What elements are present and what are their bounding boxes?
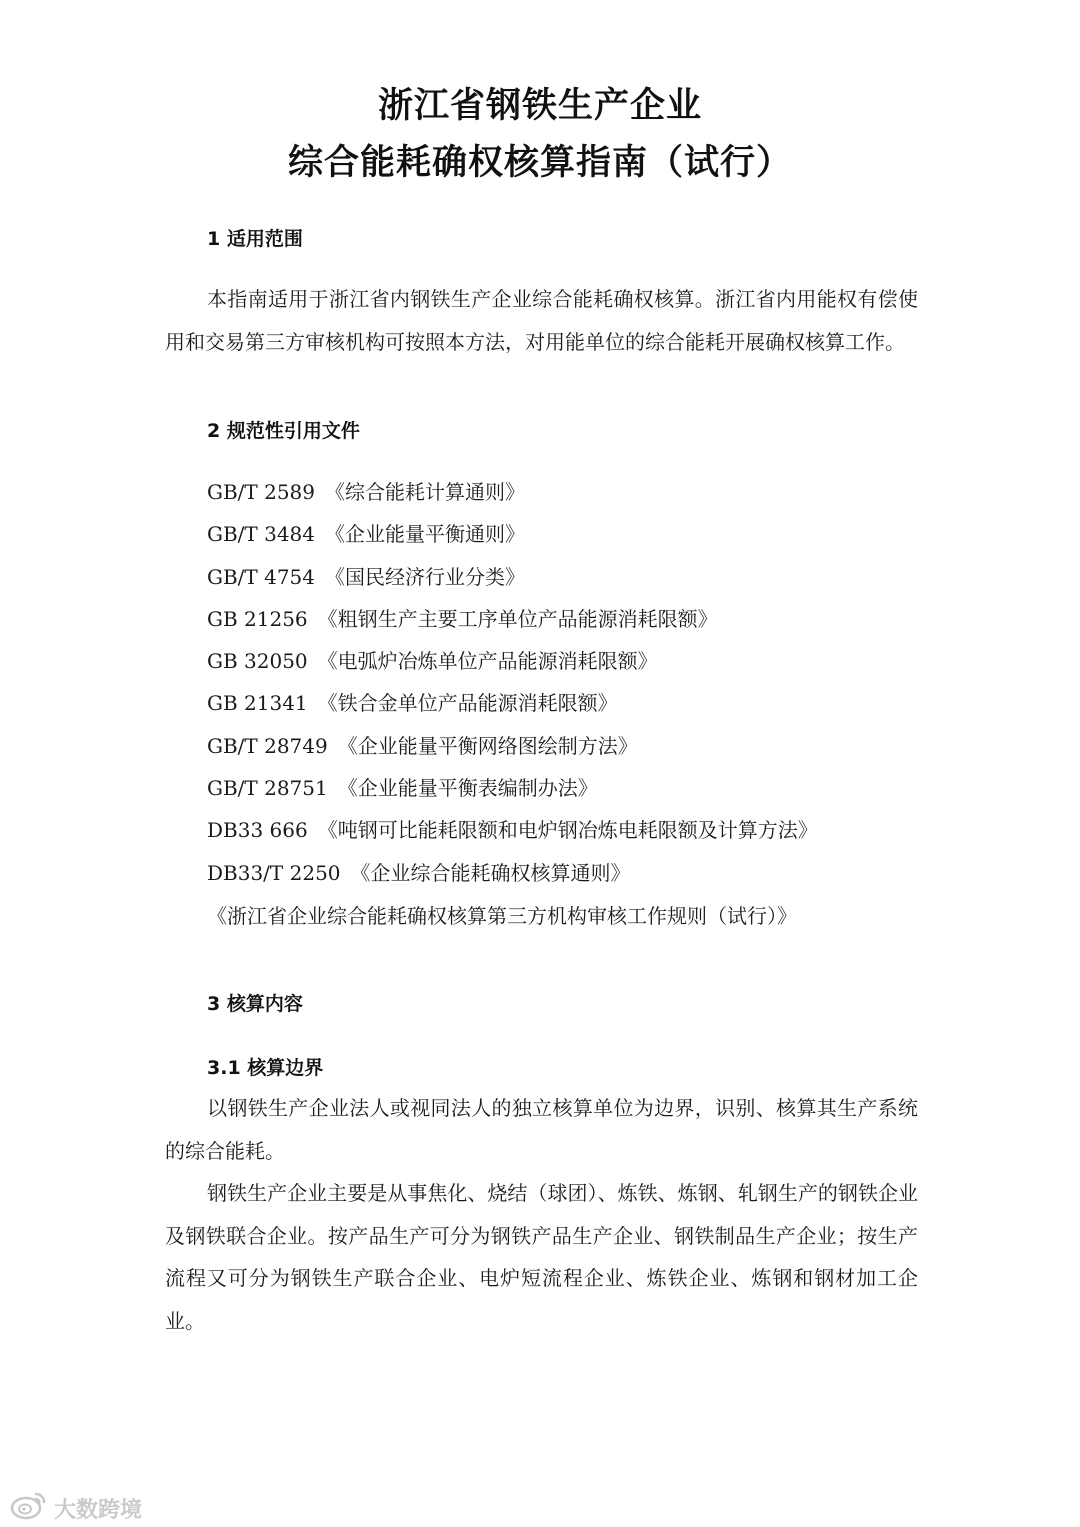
reference-title: 《企业能量平衡通则》 bbox=[325, 522, 526, 547]
reference-code: DB33/T 2250 bbox=[207, 860, 341, 885]
reference-title: 《铁合金单位产品能源消耗限额》 bbox=[317, 691, 618, 716]
watermark bbox=[10, 1490, 142, 1526]
reference-item-plain: 《浙江省企业综合能耗确权核算第三方机构审核工作规则（试行）》 bbox=[207, 904, 797, 928]
section-1-paragraph: 本指南适用于浙江省内钢铁生产企业综合能耗确权核算。浙江省内用能权有偿使用和交易第三方审核机构可按照本方法，对用能单位的综合能耗开展确权核算工作。 bbox=[165, 287, 918, 354]
section-1-heading: 1 适用范围 bbox=[207, 228, 303, 250]
section-3-1-heading: 3.1 核算边界 bbox=[207, 1057, 324, 1079]
reference-item bbox=[207, 767, 818, 809]
reference-title: 《企业综合能耗确权核算通则》 bbox=[350, 860, 631, 885]
reference-code: GB/T 28751 bbox=[207, 776, 328, 801]
reference-item bbox=[207, 682, 818, 724]
document-title-line1: 浙江省钢铁生产企业 bbox=[377, 86, 702, 126]
reference-item bbox=[207, 809, 818, 851]
reference-code: GB/T 4754 bbox=[207, 564, 316, 589]
reference-list bbox=[207, 471, 818, 894]
reference-code: GB 21256 bbox=[207, 606, 308, 631]
reference-item bbox=[207, 852, 818, 894]
section-3-1-paragraph-2: 钢铁生产企业主要是从事焦化、烧结（球团）、炼铁、炼钢、轧钢生产的钢铁企业及钢铁联合企业。按产品生产可分为钢铁产品生产企业、钢铁制品生产企业；按生产流程又可分为钢铁生产联合企业、电炉短流程企业、炼铁企业、炼钢和钢材加工企业。 bbox=[165, 1181, 918, 1333]
reference-title: 《电弧炉冶炼单位产品能源消耗限额》 bbox=[317, 649, 658, 674]
reference-code: GB/T 28749 bbox=[207, 733, 328, 758]
reference-item bbox=[207, 556, 818, 598]
reference-title: 《综合能耗计算通则》 bbox=[325, 480, 526, 504]
reference-code: GB 32050 bbox=[207, 649, 308, 674]
document-title-line2: 综合能耗确权核算指南（试行） bbox=[287, 143, 792, 183]
reference-item bbox=[207, 725, 818, 767]
section-3-heading: 3 核算内容 bbox=[207, 993, 303, 1015]
reference-item bbox=[207, 513, 818, 555]
reference-item bbox=[207, 471, 818, 513]
reference-title: 《吨钢可比能耗限额和电炉钢冶炼电耗限额及计算方法》 bbox=[317, 818, 818, 843]
reference-title: 《企业能量平衡表编制办法》 bbox=[337, 776, 598, 801]
section-3-1-paragraph-1: 以钢铁生产企业法人或视同法人的独立核算单位为边界，识别、核算其生产系统的综合能耗。 bbox=[165, 1096, 918, 1163]
watermark-text: 大数跨境 bbox=[54, 1497, 143, 1523]
reference-code: DB33 666 bbox=[207, 818, 308, 843]
reference-title: 《企业能量平衡网络图绘制方法》 bbox=[337, 733, 638, 758]
reference-code: GB/T 2589 bbox=[207, 480, 316, 504]
reference-title: 《粗钢生产主要工序单位产品能源消耗限额》 bbox=[317, 606, 718, 631]
reference-code: GB 21341 bbox=[207, 691, 308, 716]
reference-item bbox=[207, 640, 818, 682]
reference-code: GB/T 3484 bbox=[207, 522, 316, 547]
section-2-heading: 2 规范性引用文件 bbox=[207, 420, 360, 442]
weibo-logo-icon bbox=[10, 1490, 48, 1526]
reference-title: 《国民经济行业分类》 bbox=[325, 564, 526, 589]
reference-item bbox=[207, 598, 818, 640]
